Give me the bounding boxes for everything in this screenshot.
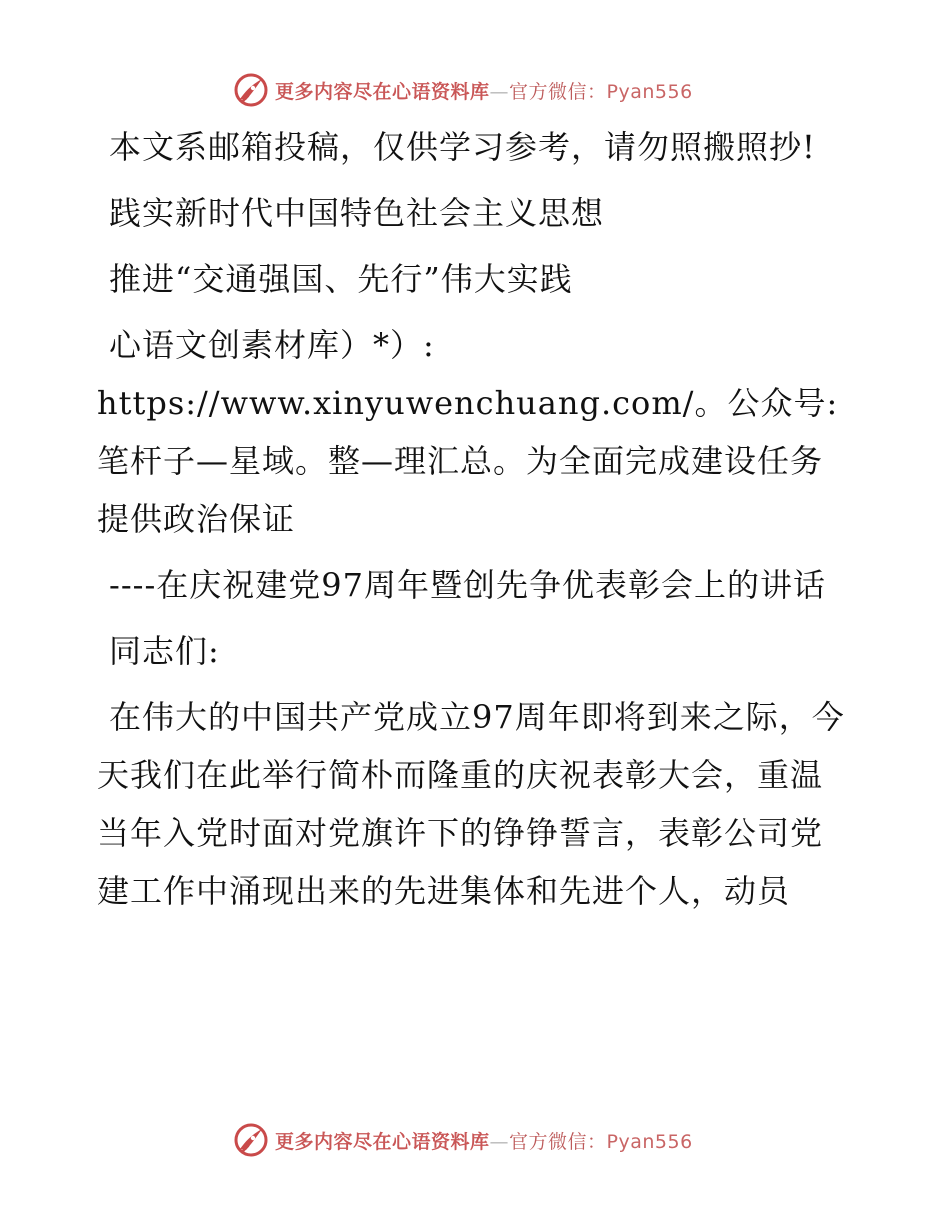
paragraph-text: 同志们: bbox=[109, 632, 220, 670]
footer-wechat-label: 官方微信： bbox=[509, 1130, 607, 1153]
footer-wechat-id: Pyan556 bbox=[606, 1130, 693, 1153]
paragraph-text: 推进“交通强国、先行”伟大实践 bbox=[109, 260, 573, 298]
header-watermark-banner bbox=[233, 70, 693, 110]
footer-banner-main: 更多内容尽在心语资料库 bbox=[275, 1130, 490, 1153]
header-banner-main: 更多内容尽在心语资料库 bbox=[275, 80, 490, 103]
document-body bbox=[97, 118, 849, 928]
pen-nib-logo-icon bbox=[233, 1122, 269, 1158]
pen-nib-logo-icon bbox=[233, 72, 269, 108]
paragraph-text: 心语文创素材库）*）: https://www.xinyuwenchuang.com/。公众号: 笔杆子—星域。整—理汇总。为全面完成建设任务提供政治保证 bbox=[97, 326, 839, 538]
footer-watermark-banner bbox=[233, 1120, 693, 1160]
paragraph-text: 本文系邮箱投稿，仅供学习参考，请勿照搬照抄! bbox=[109, 128, 816, 166]
paragraph-text: 在伟大的中国共产党成立97周年即将到来之际，今天我们在此举行简朴而隆重的庆祝表彰大会，重温当年入党时面对党旗许下的铮铮誓言，表彰公司党建工作中涌现出来的先进集体和先进个人，动员 bbox=[97, 698, 845, 910]
paragraph-heading-1 bbox=[97, 184, 849, 242]
paragraph-text: ----在庆祝建党97周年暨创先争优表彰会上的讲话 bbox=[109, 566, 826, 604]
paragraph-source bbox=[97, 316, 849, 548]
paragraph-subtitle bbox=[97, 556, 849, 614]
paragraph-notice bbox=[97, 118, 849, 176]
header-banner-separator: — bbox=[489, 80, 510, 103]
header-wechat-label: 官方微信： bbox=[509, 80, 607, 103]
paragraph-heading-2 bbox=[97, 250, 849, 308]
paragraph-body bbox=[97, 688, 849, 920]
footer-banner-separator: — bbox=[489, 1130, 510, 1153]
footer-banner-text bbox=[275, 1127, 693, 1154]
paragraph-salutation bbox=[97, 622, 849, 680]
header-wechat-id: Pyan556 bbox=[606, 80, 693, 103]
header-banner-text bbox=[275, 77, 693, 104]
paragraph-text: 践实新时代中国特色社会主义思想 bbox=[109, 194, 605, 232]
